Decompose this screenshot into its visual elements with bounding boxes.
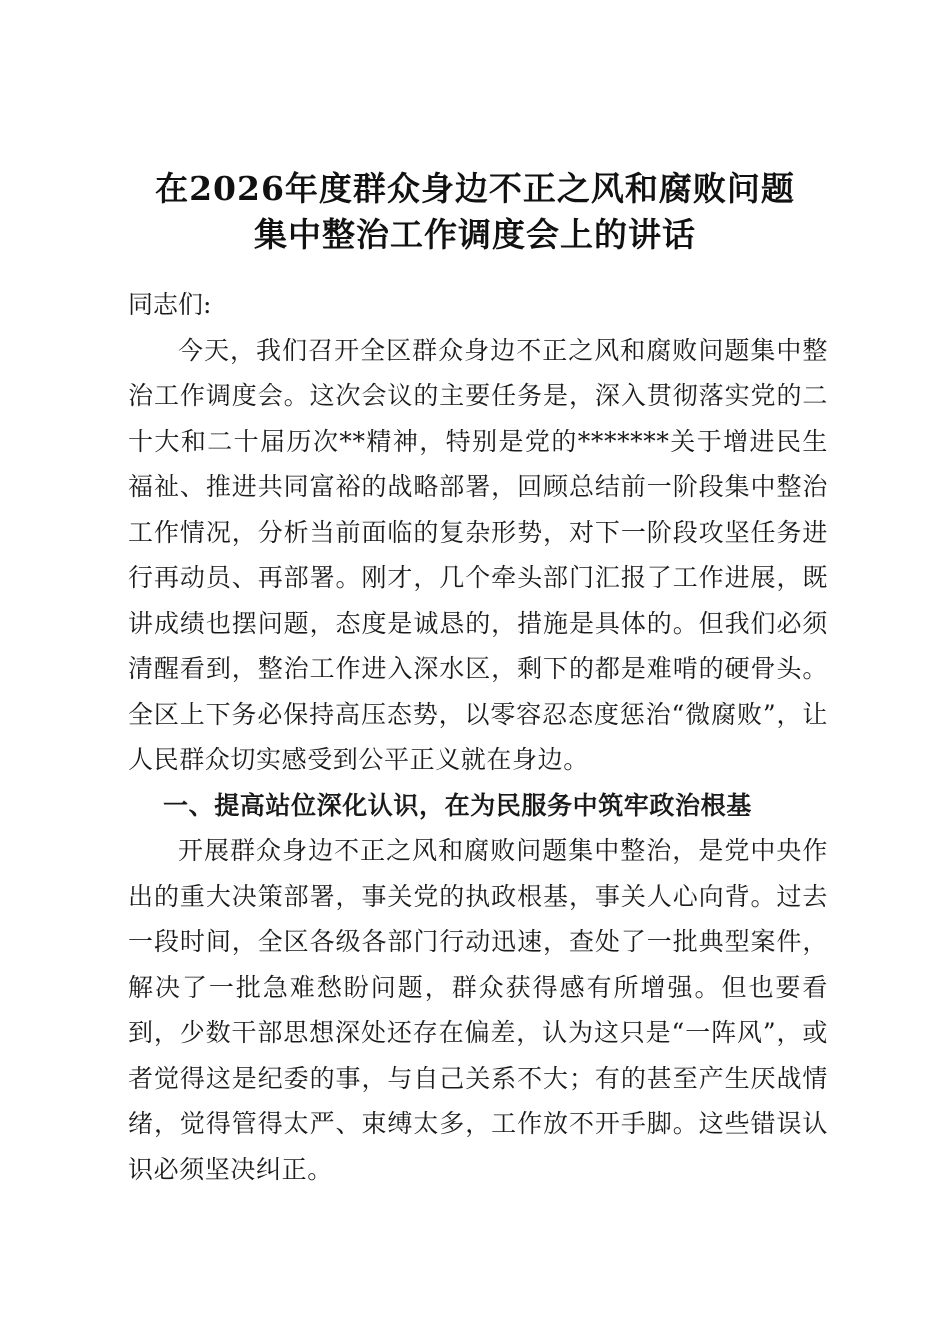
section-heading-1: 一、提高站位深化认识，在为民服务中筑牢政治根基 (163, 790, 752, 820)
paragraph-section-1: 开展群众身边不正之风和腐败问题集中整治，是党中央作出的重大决策部署，事关党的执政根基，事关人心向背。过去一段时间，全区各级各部门行动迅速，查处了一批典型案件，解决了一批急难愁盼问题，群众获得感有所增强。但也要看到，少数干部思想深处还存在偏差，认为这只是“一阵风”，或者觉得这是纪委的事，与自己关系不大；有的甚至产生厌战情绪，觉得管得太严、束缚太多，工作放不开手脚。这些错误认识必须坚决纠正。 (128, 836, 828, 1184)
title-line-1: 在2026年度群众身边不正之风和腐败问题 (155, 169, 795, 208)
salutation: 同志们: (128, 290, 212, 319)
title-line-2: 集中整治工作调度会上的讲话 (254, 215, 696, 254)
document-body (128, 282, 828, 1192)
paragraph-intro: 今天，我们召开全区群众身边不正之风和腐败问题集中整治工作调度会。这次会议的主要任务是，深入贯彻落实党的二十大和二十届历次**精神，特别是党的*******关于增进民生福祉、推进共同富裕的战略部署，回顾总结前一阶段集中整治工作情况，分析当前面临的复杂形势，对下一阶段攻坚任务进行再动员、再部署。刚才，几个牵头部门汇报了工作进展，既讲成绩也摆问题，态度是诚恳的，措施是具体的。但我们必须清醒看到，整治工作进入深水区，剩下的都是难啃的硬骨头。全区上下务必保持高压态势，以零容忍态度惩治“微腐败”，让人民群众切实感受到公平正义就在身边。 (128, 335, 828, 774)
document-title (100, 166, 850, 258)
